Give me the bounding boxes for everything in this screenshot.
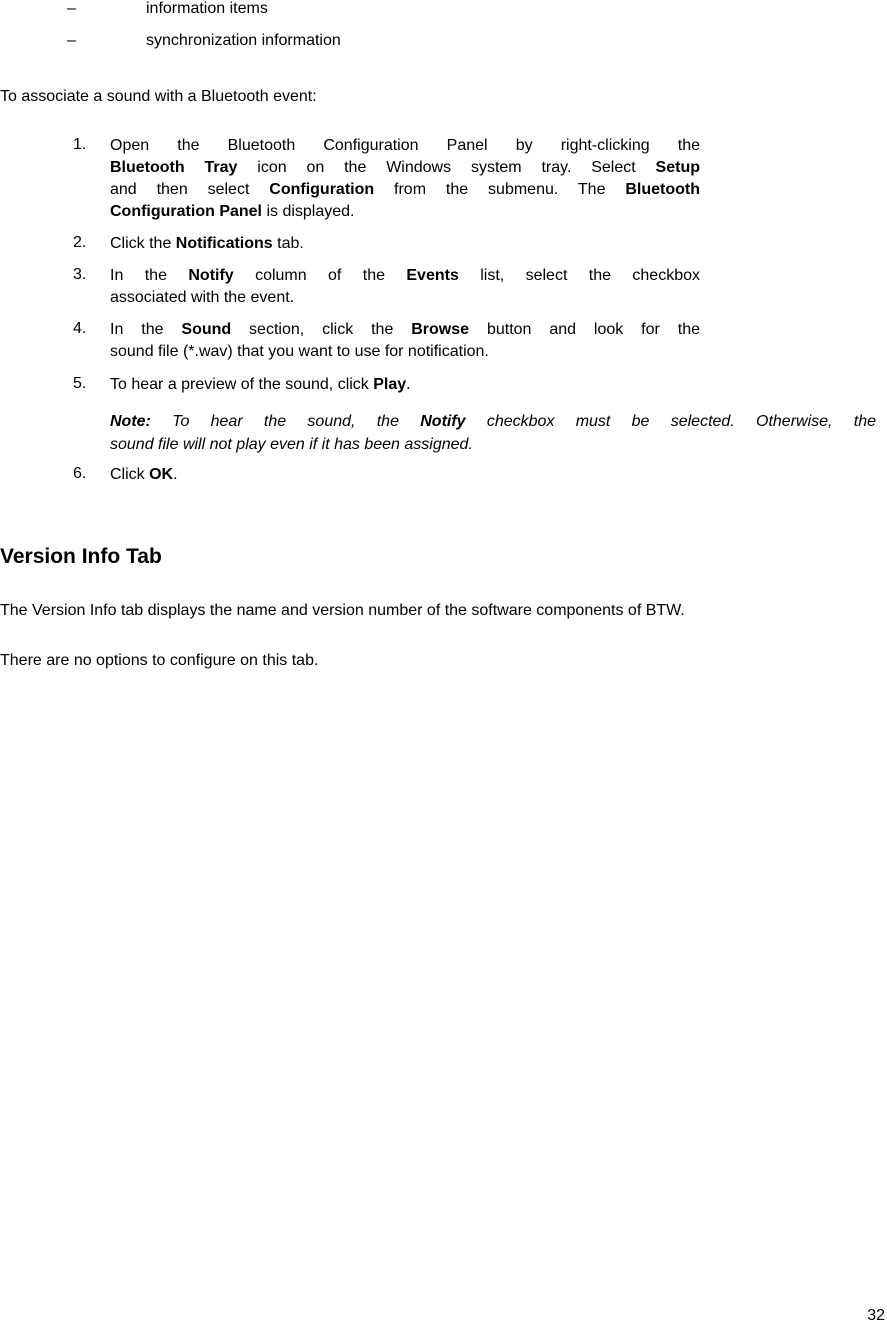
step-text: column of the [233, 267, 407, 284]
step-text: sound file will not play even if it has been assigned. [110, 436, 473, 453]
step-line [110, 266, 700, 286]
step-text: is displayed. [262, 203, 355, 220]
section-paragraph: The Version Info tab displays the name and version number of the software components of BTW. [0, 602, 685, 619]
emphasis-text: Notifications [175, 235, 273, 252]
step-text: associated with the event. [110, 289, 295, 306]
step-line [110, 202, 700, 222]
section-paragraph: There are no options to configure on this tab. [0, 652, 319, 669]
step-line [110, 180, 700, 200]
emphasis-text: Bluetooth [625, 181, 701, 198]
step-text: section, click the [231, 321, 412, 338]
step-text: . [406, 376, 411, 393]
step-text: Open the Bluetooth Configuration Panel by right-clicking the [110, 137, 700, 154]
emphasis-text: Browse [411, 321, 470, 338]
emphasis-text: Play [373, 376, 407, 393]
step-text: Click [110, 466, 150, 483]
step-text: sound file (*.wav) that you want to use for notification. [110, 343, 489, 360]
step-text: icon on the Windows system tray. Select [237, 159, 656, 176]
step-text: In the [110, 321, 182, 338]
emphasis-text: Configuration [269, 181, 375, 198]
step-text: button and look for the [469, 321, 700, 338]
step-text: checkbox must be selected. Otherwise, the [465, 413, 877, 430]
emphasis-text: Events [406, 267, 459, 284]
step-text: In the [110, 267, 189, 284]
emphasis-text: Notify [188, 267, 234, 284]
bullet-marker: – [67, 0, 76, 17]
note-line [110, 435, 876, 455]
step-text: and then select [110, 181, 270, 198]
bullet-text: information items [146, 0, 268, 17]
step-text: from the submenu. The [374, 181, 626, 198]
section-heading: Version Info Tab [0, 545, 162, 568]
step-text: list, select the checkbox [458, 267, 700, 284]
emphasis-text: Setup [655, 159, 700, 176]
step-number: 1. [73, 136, 87, 153]
emphasis-text: Bluetooth Tray [110, 159, 238, 176]
step-text: To hear a preview of the sound, click [110, 376, 374, 393]
step-line [110, 158, 700, 178]
emphasis-text: Sound [181, 321, 232, 338]
step-number: 2. [73, 234, 87, 251]
step-number: 3. [73, 266, 87, 283]
bullet-marker: – [67, 32, 76, 49]
step-number: 4. [73, 320, 87, 337]
intro-text: To associate a sound with a Bluetooth event: [0, 88, 317, 105]
step-text: Click the [110, 235, 176, 252]
step-text: . [173, 466, 178, 483]
bullet-text: synchronization information [146, 32, 341, 49]
step-line [110, 465, 700, 485]
emphasis-text: Note: [110, 413, 151, 430]
page-number: 32 [867, 1307, 885, 1324]
step-line [110, 136, 700, 156]
step-number: 6. [73, 465, 87, 482]
step-line [110, 375, 700, 395]
emphasis-text: OK [149, 466, 174, 483]
emphasis-text: Notify [420, 413, 466, 430]
step-line [110, 288, 700, 308]
step-text: tab. [272, 235, 304, 252]
step-line [110, 320, 700, 340]
step-text: To hear the sound, the [150, 413, 421, 430]
step-line [110, 234, 700, 254]
emphasis-text: Configuration Panel [110, 203, 262, 220]
note-line [110, 412, 876, 432]
step-line [110, 342, 700, 362]
step-number: 5. [73, 375, 87, 392]
